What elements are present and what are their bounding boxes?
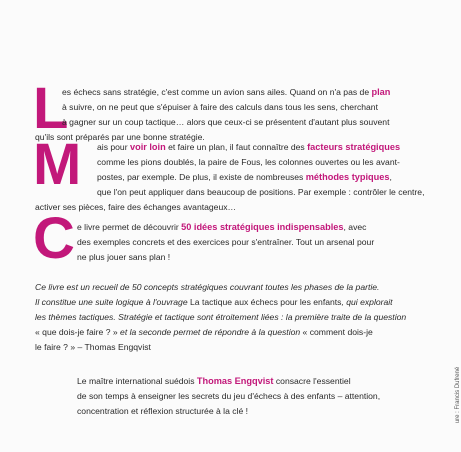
- p4-question-1: « que dois-je faire ? »: [35, 327, 118, 337]
- p4-line-2-text-c: , qui explorait: [341, 297, 393, 307]
- drop-cap-l: L: [33, 76, 69, 141]
- p5-line-1-text-b: consacre l'essentiel: [273, 376, 351, 386]
- p2-line-3-text-b: ,: [389, 172, 392, 182]
- p2-line-3: [97, 172, 392, 183]
- illustration-credit: ure : Francis Dufrené: [454, 366, 461, 424]
- drop-cap-c: C: [33, 206, 75, 271]
- p2-line-5: activer ses pièces, faire des échanges avantageux…: [35, 202, 237, 212]
- p4-line-2-text-a: Il constitue une suite logique à l'ouvrage: [35, 297, 190, 307]
- p3-line-1: [77, 222, 366, 233]
- highlight-voir-loin: voir loin: [129, 142, 166, 152]
- drop-cap-m: M: [33, 132, 82, 197]
- p5-line-1: [77, 376, 351, 387]
- p1-line-1: [62, 87, 390, 98]
- p2-line-4: que l'on peut appliquer dans beaucoup de positions. Par exemple : contrôler le centre,: [97, 187, 425, 197]
- p4-question-2: « comment dois-je: [302, 327, 373, 337]
- p4-line-3: les thèmes tactiques. Stratégie et tactique sont étroitement liées : la première traite de la question: [35, 312, 407, 322]
- p5-line-2: de son temps à enseigner les secrets du jeu d'échecs à des enfants – attention,: [77, 391, 381, 401]
- p1-line-3: à gagner sur un coup tactique… alors que ceux-ci se présentent d'autant plus souvent: [62, 117, 390, 127]
- p2-line-1-text-b: et faire un plan, il faut connaître des: [165, 142, 308, 152]
- p4-line-2: [35, 297, 393, 308]
- p2-line-2: comme les pions doublés, la paire de Fous, les colonnes ouvertes ou les avant-: [97, 157, 400, 167]
- p3-line-1-text-b: , avec: [343, 222, 367, 232]
- p4-author-attribution: – Thomas Engqvist: [75, 342, 151, 352]
- p5-line-1-text-a: Le maître international suédois: [77, 376, 197, 386]
- p4-book-title: La tactique aux échecs pour les enfants: [190, 297, 342, 307]
- p3-line-2: des exemples concrets et des exercices pour s'entraîner. Tout un arsenal pour: [77, 237, 375, 247]
- p3-line-1-text-a: e livre permet de découvrir: [77, 222, 182, 232]
- highlight-author: Thomas Engqvist: [196, 376, 274, 386]
- p4-line-4-text-b: et la seconde permet de répondre à la question: [117, 327, 303, 337]
- p1-line-4: qu'ils sont préparés par une bonne stratégie.: [35, 132, 205, 142]
- highlight-facteurs: facteurs stratégiques: [307, 142, 401, 152]
- p4-line-5-text-a: le faire ? »: [35, 342, 76, 352]
- p4-line-1: Ce livre est un recueil de 50 concepts stratégiques couvrant toutes les phases de la partie.: [35, 282, 380, 292]
- p4-line-5: [35, 342, 151, 353]
- p2-line-3-text-a: postes, par exemple. De plus, il existe de nombreuses: [97, 172, 306, 182]
- p1-line-2: à suivre, on ne peut que s'épuiser à faire des calculs dans tous les sens, cherchant: [62, 102, 378, 112]
- highlight-50-idees: 50 idées stratégiques indispensables: [181, 222, 344, 232]
- highlight-plan: plan: [371, 87, 391, 97]
- highlight-methodes: méthodes typiques: [305, 172, 390, 182]
- p2-line-1-text-a: ais pour: [97, 142, 130, 152]
- p1-line-1-text: es échecs sans stratégie, c'est comme un avion sans ailes. Quand on n'a pas de: [62, 87, 372, 97]
- p4-line-4: [35, 327, 373, 338]
- p5-line-3: concentration et réflexion structurée à la clé !: [77, 406, 249, 416]
- p3-line-3: ne plus jouer sans plan !: [77, 252, 171, 262]
- p2-line-1: [97, 142, 400, 153]
